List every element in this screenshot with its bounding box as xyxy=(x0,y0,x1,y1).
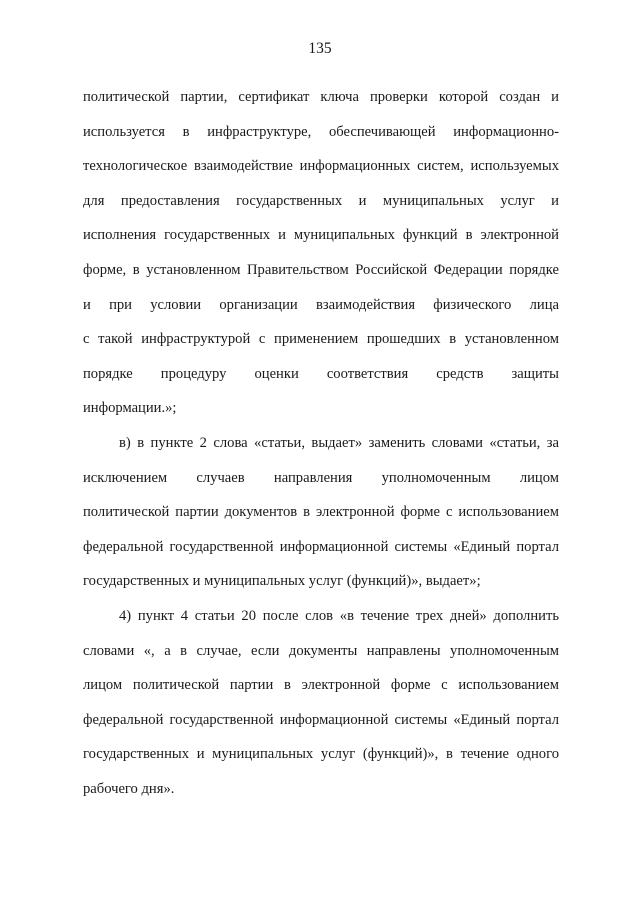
text-line: федеральной государственной информационной системы «Единый портал xyxy=(83,711,559,728)
text-line: политической партии, сертификат ключа проверки которой создан и xyxy=(83,89,559,105)
text-line: в) в пункте 2 слова «статьи, выдает» заменить словами «статьи, за xyxy=(119,434,559,451)
text-line: и при условии организации взаимодействия физического лица xyxy=(83,296,559,313)
paragraph-1 xyxy=(83,80,559,426)
paragraph-3 xyxy=(83,599,559,807)
text-line: федеральной государственной информационной системы «Единый портал xyxy=(83,538,559,555)
text-line: рабочего дня». xyxy=(83,780,175,797)
text-line: исполнения государственных и муниципальных функций в электронной xyxy=(83,227,559,244)
text-line: с такой инфраструктурой с применением прошедших в установленном xyxy=(83,331,559,348)
paragraph-2 xyxy=(83,426,559,599)
text-line: порядке процедуру оценки соответствия средств защиты xyxy=(83,365,559,382)
text-line: используется в инфраструктуре, обеспечивающей информационно- xyxy=(83,123,559,140)
text-line: форме, в установленном Правительством Российской Федерации порядке xyxy=(83,261,559,278)
document-body xyxy=(83,80,559,806)
text-line: технологическое взаимодействие информационных систем, используемых xyxy=(83,158,559,175)
text-line: лицом политической партии в электронной форме с использованием xyxy=(83,677,559,694)
text-line: политической партии документов в электронной форме с использованием xyxy=(83,504,559,521)
page-number: 135 xyxy=(308,40,332,57)
text-line: государственных и муниципальных услуг (функций)», выдает»; xyxy=(83,573,481,590)
text-line: для предоставления государственных и муниципальных услуг и xyxy=(83,192,559,209)
text-line: информации.»; xyxy=(83,400,177,417)
text-line: 4) пункт 4 статьи 20 после слов «в течение трех дней» дополнить xyxy=(119,607,559,624)
text-line: государственных и муниципальных услуг (функций)», в течение одного xyxy=(83,746,559,763)
text-line: словами «, а в случае, если документы направлены уполномоченным xyxy=(83,642,559,659)
text-line: исключением случаев направления уполномоченным лицом xyxy=(83,469,559,486)
